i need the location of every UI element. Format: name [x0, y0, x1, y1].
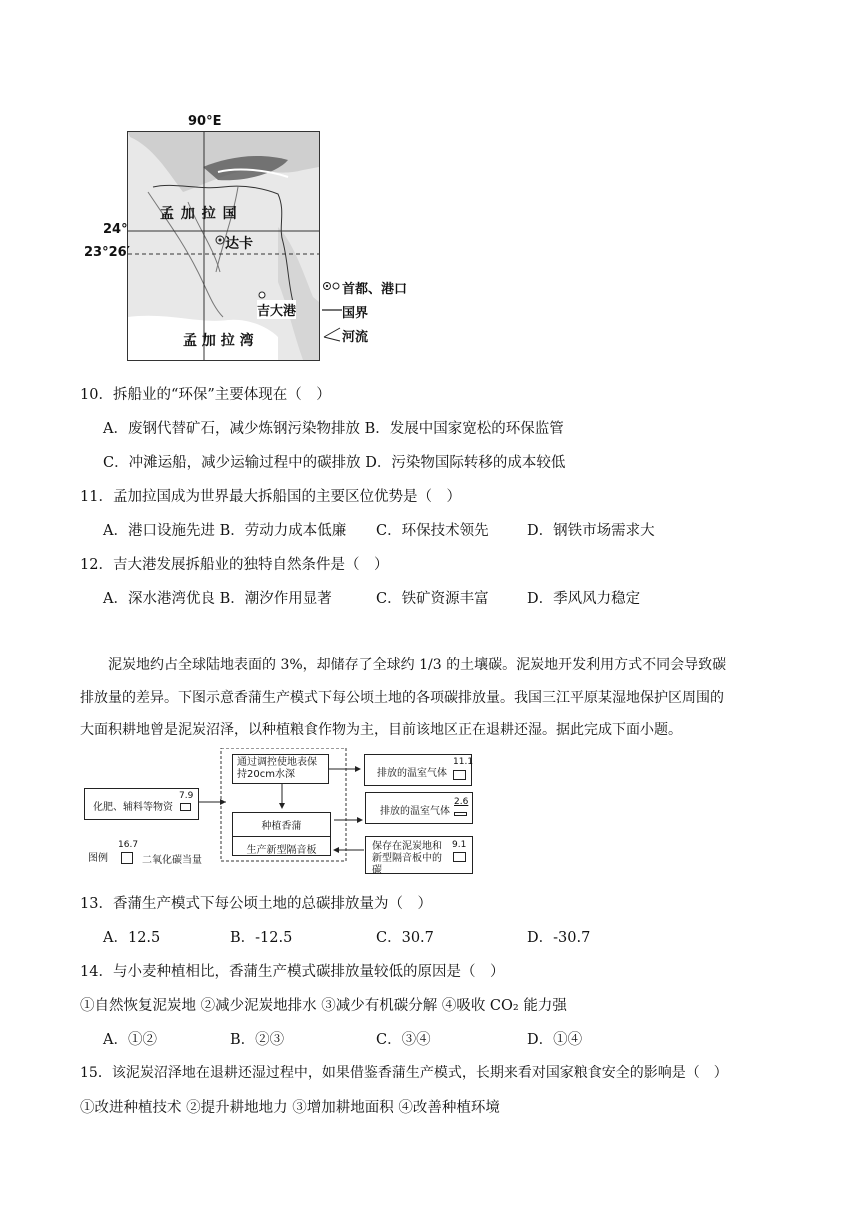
legend-border: 国界: [342, 306, 369, 321]
legend-text: 二氧化碳当量: [142, 855, 202, 866]
lat-23-label: 23°26′: [84, 245, 131, 260]
ghg2-box: [365, 792, 473, 824]
passage-line-2: 排放量的差异。下图示意香蒲生产模式下每公顷土地的各项碳排放量。我国三江平原某湿地保护区周围的: [80, 690, 724, 706]
store-label: 保存在泥炭地和新型隔音板中的碳: [372, 841, 442, 876]
q14-stem: 14．与小麦种植相比，香蒲生产模式碳排放量较低的原因是（ ）: [80, 964, 505, 980]
longitude-label: 90°E: [188, 114, 222, 129]
ghg1-label: 排放的温室气体: [377, 768, 447, 779]
q11-option-d: D．钢铁市场需求大: [527, 523, 655, 539]
q14-option-c: C．③④: [376, 1032, 431, 1048]
q11-stem: 11．孟加拉国成为世界最大拆船国的主要区位优势是（ ）: [80, 489, 461, 505]
q13-option-b: B．-12.5: [230, 930, 293, 946]
ghg1-box: [364, 754, 472, 786]
ghg2-value: 2.6: [454, 797, 469, 807]
q12-option-c: C．铁矿资源丰富: [376, 591, 489, 607]
q15-items: ①改进种植技术 ②提升耕地地力 ③增加耕地面积 ④改善种植环境: [80, 1100, 500, 1116]
q10-option-cd: C．冲滩运船，减少运输过程中的碳排放 D．污染物国际转移的成本较低: [103, 455, 566, 471]
legend-box-icon: [121, 852, 133, 864]
country-label: 孟 加 拉 国: [160, 206, 238, 222]
q14-option-b: B．②③: [230, 1032, 285, 1048]
fertilizer-box: [84, 788, 199, 820]
fertilizer-value: 7.9: [179, 791, 194, 801]
passage-line-1: 泥炭地约占全球陆地表面的 3%，却储存了全球约 1/3 的土壤碳。泥炭地开发利用方式不同会导致碳: [108, 657, 727, 673]
store-box: [365, 836, 473, 874]
passage-line-3: 大面积耕地曾是泥炭沼泽，以种植粮食作物为主，目前该地区正在退耕还湿。据此完成下面小题。: [80, 722, 682, 738]
q10-option-ab: A．废钢代替矿石，减少炼钢污染物排放 B．发展中国家宽松的环保监管: [103, 421, 564, 437]
ghg2-label: 排放的温室气体: [380, 806, 450, 817]
store-value: 9.1: [452, 840, 467, 850]
q11-option-c: C．环保技术领先: [376, 523, 489, 539]
lat-24-label: 24°: [103, 222, 128, 237]
plant-box: [232, 812, 331, 856]
produce-label: 生产新型隔音板: [246, 845, 317, 856]
legend-river: 河流: [342, 330, 369, 345]
q10-stem: 10．拆船业的“环保”主要体现在（ ）: [80, 387, 331, 403]
q13-option-d: D．-30.7: [527, 930, 591, 946]
carbon-diagram: [84, 748, 476, 876]
map-graphic: [128, 132, 319, 360]
bangladesh-map: [127, 131, 320, 361]
capital-label: 达卡: [225, 236, 253, 252]
q15-stem: 15．该泥炭沼泽地在退耕还湿过程中，如果借鉴香蒲生产模式，长期来看对国家粮食安全的影响是（ ）: [80, 1065, 728, 1081]
legend-capital-port: 首都、港口: [342, 282, 408, 297]
q13-option-a: A．12.5: [103, 930, 161, 946]
q12-option-ab: A．深水港湾优良 B．潮汐作用显著: [103, 591, 332, 607]
port-label: 吉大港: [257, 300, 296, 319]
control-box: [232, 754, 329, 784]
plant-label: 种植香蒲: [261, 821, 302, 832]
legend-label: 图例: [88, 853, 108, 864]
q12-stem: 12．吉大港发展拆船业的独特自然条件是（ ）: [80, 557, 389, 573]
q13-stem: 13．香蒲生产模式下每公顷土地的总碳排放量为（ ）: [80, 896, 432, 912]
q14-items: ①自然恢复泥炭地 ②减少泥炭地排水 ③减少有机碳分解 ④吸收 CO₂ 能力强: [80, 998, 567, 1014]
fertilizer-label: 化肥、辅料等物资: [93, 802, 173, 813]
legend-symbols: [322, 277, 342, 347]
q14-option-d: D．①④: [527, 1032, 583, 1048]
map-legend: [322, 277, 452, 347]
control-label: 通过调控使地表保持20cm水深: [237, 757, 317, 780]
q12-option-d: D．季风风力稳定: [527, 591, 641, 607]
legend-value: 16.7: [118, 840, 139, 850]
q14-option-a: A．①②: [103, 1032, 157, 1048]
q13-option-c: C．30.7: [376, 930, 434, 946]
ghg1-value: 11.1: [453, 757, 474, 767]
bay-label: 孟 加 拉 湾: [183, 333, 254, 349]
q11-option-ab: A．港口设施先进 B．劳动力成本低廉: [103, 523, 347, 539]
